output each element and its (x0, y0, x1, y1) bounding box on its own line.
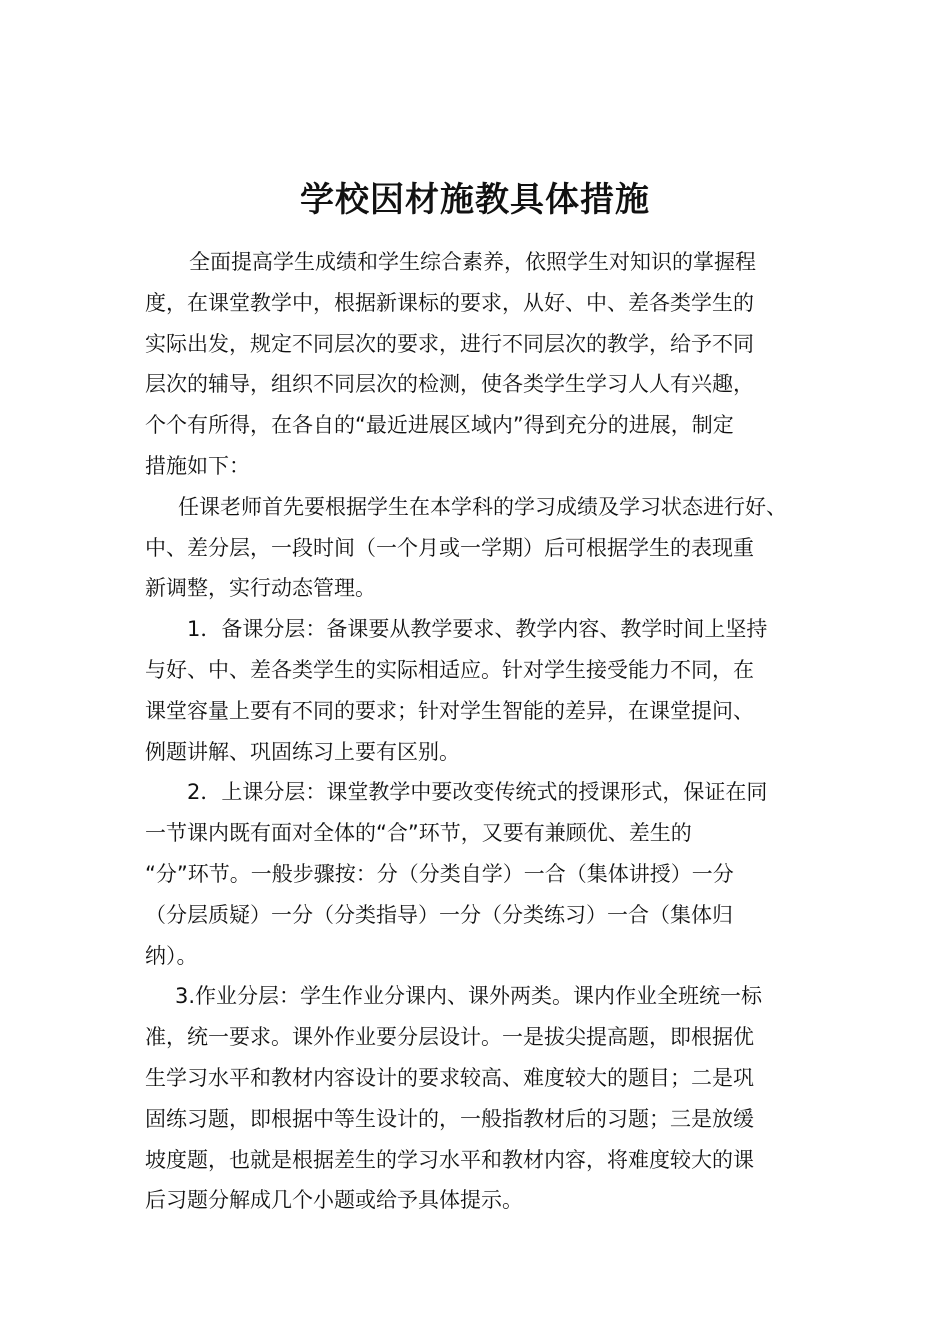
document-body (145, 242, 810, 1221)
paragraph-line: 生学习水平和教材内容设计的要求较高、难度较大的题目；二是巩 (145, 1065, 754, 1090)
paragraph-line: 层次的辅导，组织不同层次的检测，使各类学生学习人人有兴趣， (145, 372, 754, 397)
paragraph-line: 中、差分层，一段时间（一个月或一学期）后可根据学生的表现重 (145, 535, 754, 560)
paragraph-line: “分”环节。一般步骤按：分（分类自学）一合（集体讲授）一分 (145, 861, 734, 886)
document-title: 学校因材施教具体措施 (300, 180, 650, 220)
paragraph-line: 与好、中、差各类学生的实际相适应。针对学生接受能力不同，在 (145, 657, 754, 682)
paragraph-line: 1．备课分层：备课要从教学要求、教学内容、教学时间上坚持 (187, 617, 768, 642)
paragraph-line: 新调整，实行动态管理。 (145, 576, 376, 601)
paragraph-line: 措施如下： (145, 453, 250, 478)
paragraph-line: 坡度题，也就是根据差生的学习水平和教材内容，将难度较大的课 (145, 1147, 754, 1172)
paragraph-line: 准，统一要求。课外作业要分层设计。一是拔尖提高题，即根据优 (145, 1025, 754, 1050)
paragraph-line: 2．上课分层：课堂教学中要改变传统式的授课形式，保证在同 (187, 780, 768, 805)
paragraph-line: 后习题分解成几个小题或给予具体提示。 (145, 1188, 523, 1213)
paragraph-line: 一节课内既有面对全体的“合”环节，又要有兼顾优、差生的 (145, 821, 692, 846)
paragraph-line: 3.作业分层：学生作业分课内、课外两类。课内作业全班统一标 (175, 984, 763, 1009)
paragraph-line: 全面提高学生成绩和学生综合素养，依照学生对知识的掌握程 (189, 250, 756, 274)
paragraph-line: （分层质疑）一分（分类指导）一分（分类练习）一合（集体归 (145, 902, 733, 927)
paragraph-line: 度，在课堂教学中，根据新课标的要求，从好、中、差各类学生的 (145, 290, 754, 315)
paragraph-line: 课堂容量上要有不同的要求；针对学生智能的差异，在课堂提问、 (145, 698, 754, 723)
paragraph-line: 任课老师首先要根据学生在本学科的学习成绩及学习状态进行好、 (178, 494, 787, 519)
paragraph-line: 固练习题，即根据中等生设计的，一般指教材后的习题；三是放缓 (145, 1106, 754, 1131)
paragraph-line: 纳）。 (145, 943, 198, 968)
paragraph-line: 个个有所得，在各自的“最近进展区域内”得到充分的进展，制定 (145, 413, 734, 438)
paragraph-line: 例题讲解、巩固练习上要有区别。 (145, 739, 460, 764)
paragraph-line: 实际出发，规定不同层次的要求，进行不同层次的教学，给予不同 (145, 331, 754, 356)
